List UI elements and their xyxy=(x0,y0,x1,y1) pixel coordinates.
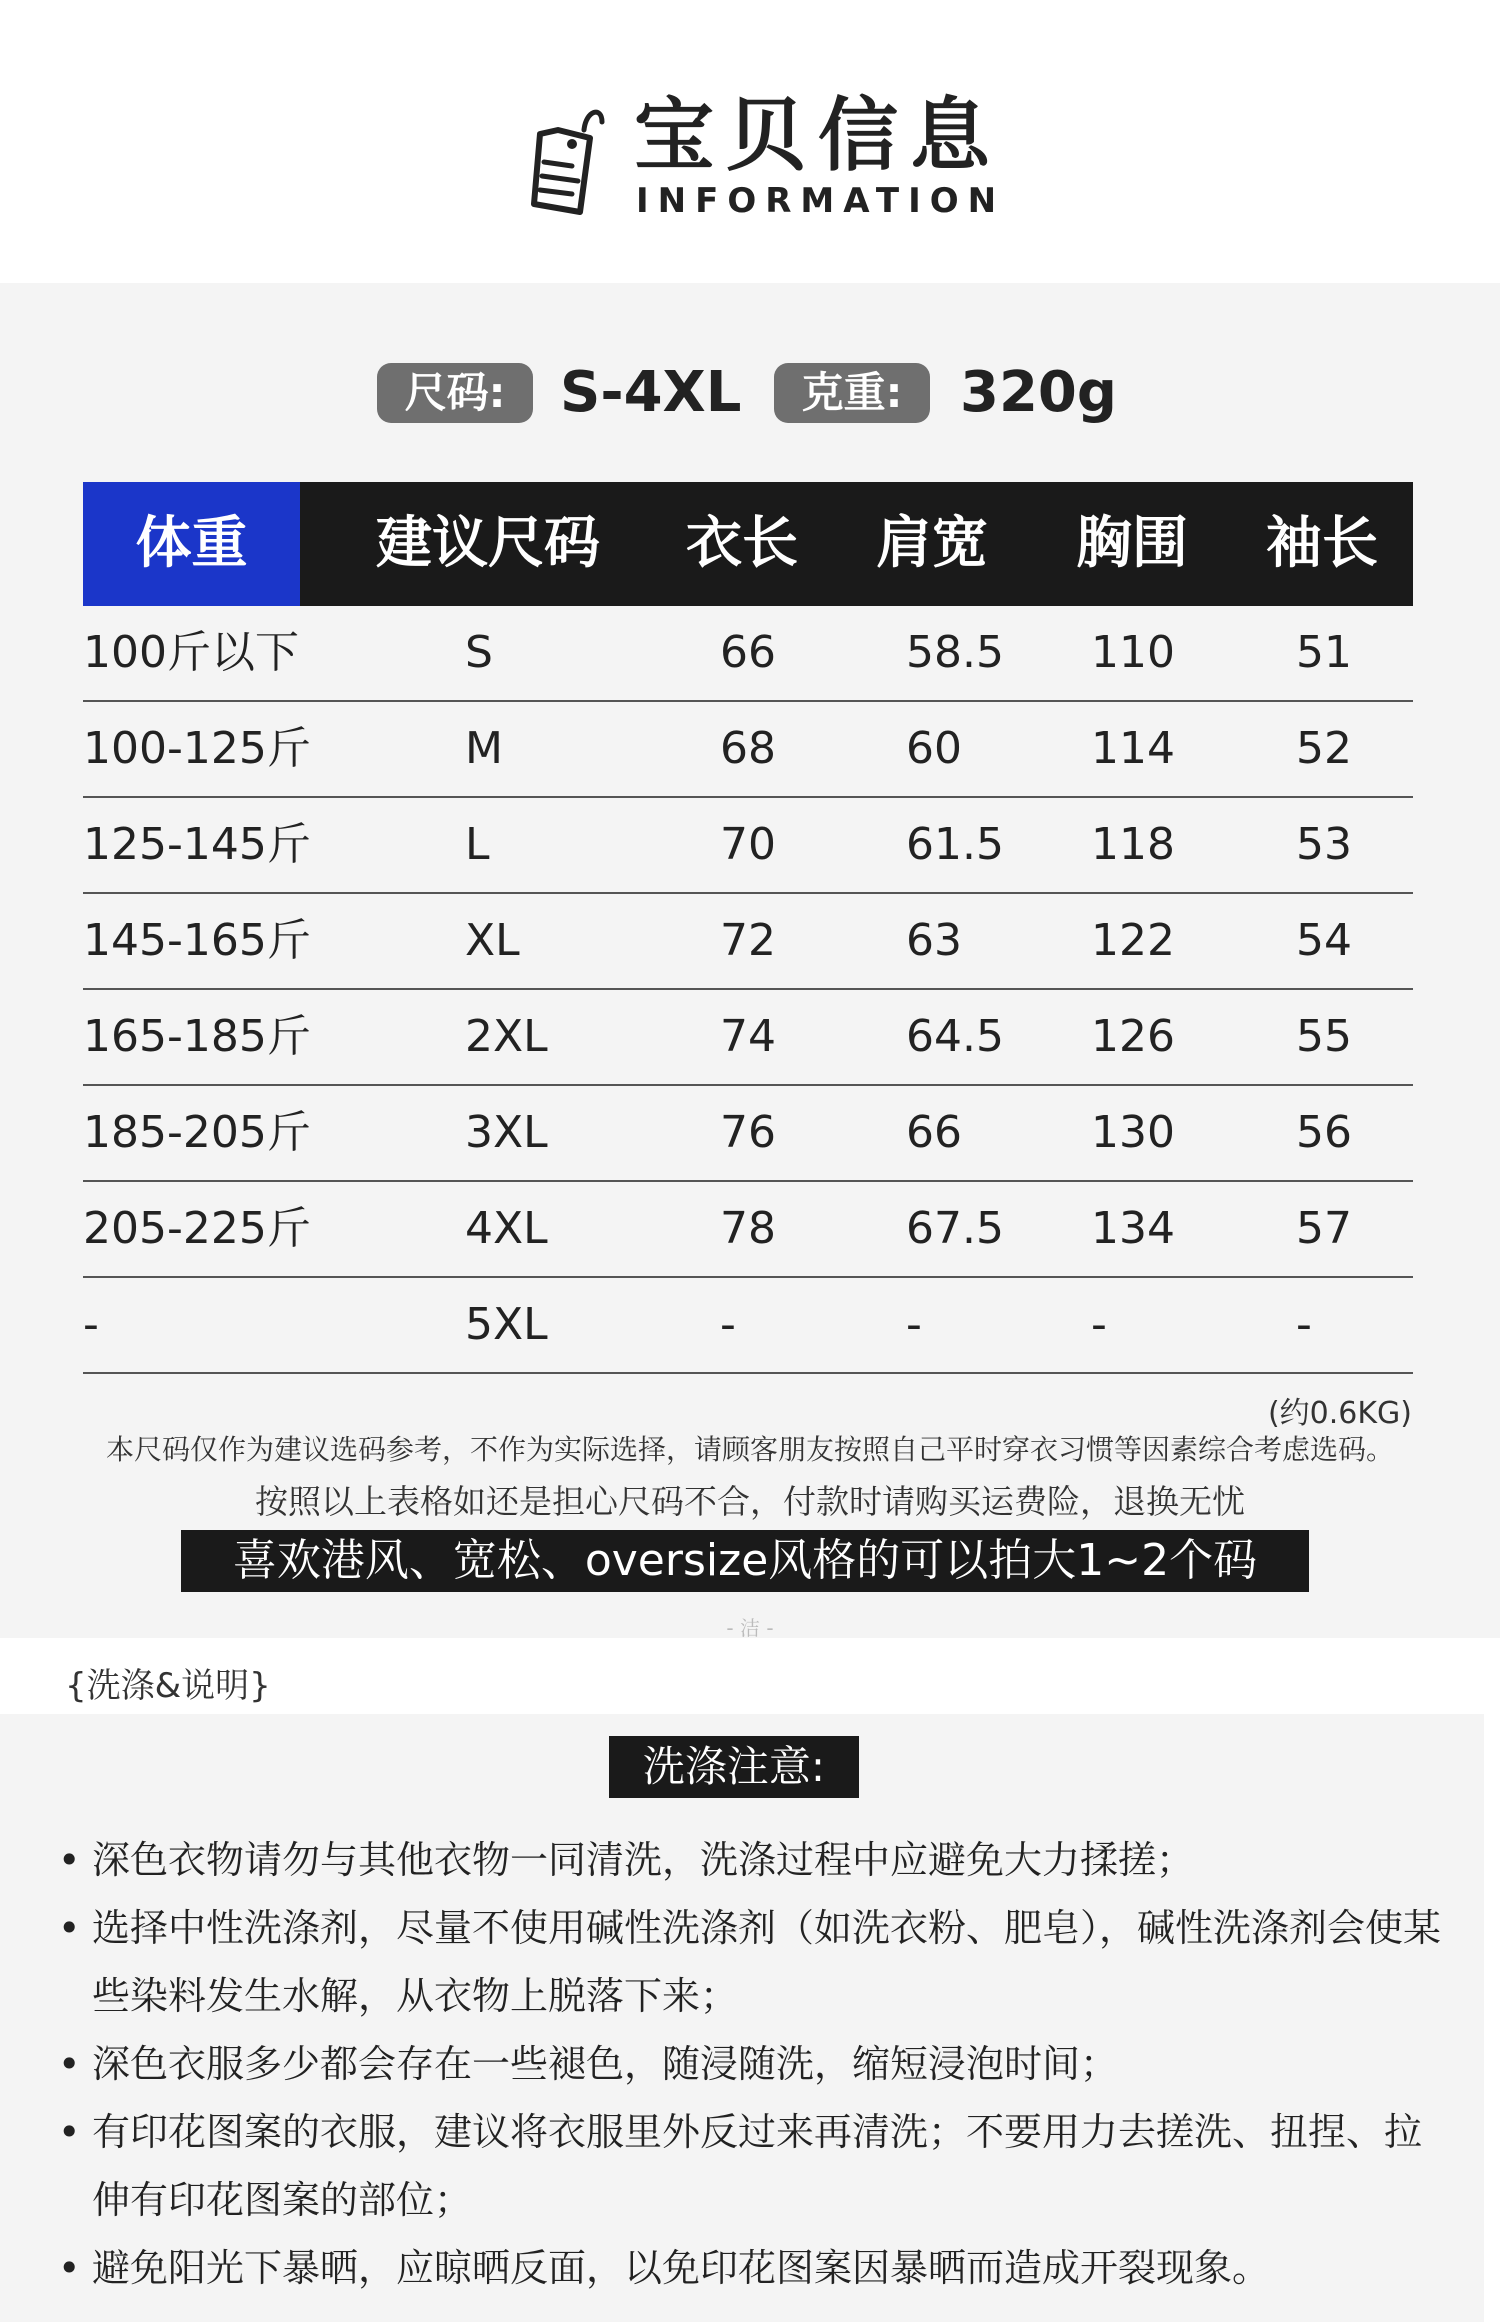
wash-section-label: {洗涤&说明} xyxy=(65,1666,271,1706)
cell-size: 2XL xyxy=(465,1011,548,1062)
list-item xyxy=(58,2098,1458,2234)
cell-shoulder: 67.5 xyxy=(906,1203,1004,1254)
wash-item-text: 深色衣服多少都会存在一些褪色，随浸随洗，缩短浸泡时间； xyxy=(92,2042,1119,2086)
cell-size: XL xyxy=(465,915,520,966)
cell-weight: 125-145斤 xyxy=(83,819,311,870)
cell-weight: 165-185斤 xyxy=(83,1011,311,1062)
cell-shoulder: 66 xyxy=(906,1107,962,1158)
table-row xyxy=(83,990,1413,1086)
table-row xyxy=(83,894,1413,990)
bullet-icon: • xyxy=(58,2042,81,2086)
cell-shoulder: 63 xyxy=(906,915,962,966)
page-title: 宝贝信息 xyxy=(634,89,1002,182)
bullet-icon: • xyxy=(58,2246,81,2290)
bullet-icon: • xyxy=(58,1838,81,1882)
cell-length: 76 xyxy=(720,1107,776,1158)
cell-length: 68 xyxy=(720,723,776,774)
price-tag-icon xyxy=(528,100,606,218)
cell-shoulder: - xyxy=(906,1299,922,1350)
size-table-body xyxy=(83,606,1413,1374)
header-suggested-size: 建议尺码 xyxy=(376,511,600,576)
cell-size: 3XL xyxy=(465,1107,548,1158)
cell-size: 5XL xyxy=(465,1299,548,1350)
cell-length: 66 xyxy=(720,627,776,678)
wash-item-text: 选择中性洗涤剂，尽量不使用碱性洗涤剂（如洗衣粉、肥皂），碱性洗涤剂会使某些染料发生水解，从衣物上脱落下来； xyxy=(92,1906,1442,2018)
cell-weight: - xyxy=(83,1299,99,1350)
cell-sleeve: 56 xyxy=(1296,1107,1352,1158)
table-row xyxy=(83,798,1413,894)
bullet-icon: • xyxy=(58,1906,81,1950)
size-label-chip: 尺码: xyxy=(377,363,533,423)
cell-chest: 114 xyxy=(1091,723,1175,774)
shipping-insurance-tip: 按照以上表格如还是担心尺码不合，付款时请购买运费险，退换无忧 xyxy=(255,1482,1245,1521)
header-length: 衣长 xyxy=(686,511,798,576)
cell-length: - xyxy=(720,1299,736,1350)
weight-note: (约0.6KG) xyxy=(1267,1396,1412,1431)
list-item xyxy=(58,2234,1458,2302)
cell-shoulder: 64.5 xyxy=(906,1011,1004,1062)
cell-weight: 100-125斤 xyxy=(83,723,311,774)
list-item xyxy=(58,2030,1458,2098)
divider-mark: - 洁 - xyxy=(726,1616,774,1640)
wash-item-text: 有印花图案的衣服，建议将衣服里外反过来再清洗；不要用力去搓洗、扭捏、拉伸有印花图案的部位； xyxy=(92,2110,1423,2222)
wash-item-text: 深色衣物请勿与其他衣物一同清洗，洗涤过程中应避免大力揉搓； xyxy=(92,1838,1195,1882)
wash-item-text: 避免阳光下暴晒，应晾晒反面，以免印花图案因暴晒而造成开裂现象。 xyxy=(92,2246,1271,2290)
cell-size: 4XL xyxy=(465,1203,548,1254)
size-range-value: S-4XL xyxy=(560,360,742,425)
cell-weight: 205-225斤 xyxy=(83,1203,311,1254)
cell-chest: 110 xyxy=(1091,627,1175,678)
cell-chest: 130 xyxy=(1091,1107,1175,1158)
fabric-weight-value: 320g xyxy=(960,360,1117,425)
cell-shoulder: 60 xyxy=(906,723,962,774)
cell-sleeve: 51 xyxy=(1296,627,1352,678)
cell-chest: 118 xyxy=(1091,819,1175,870)
cell-shoulder: 61.5 xyxy=(906,819,1004,870)
table-row xyxy=(83,1086,1413,1182)
weight-label-chip: 克重: xyxy=(774,363,930,423)
bullet-icon: • xyxy=(58,2110,81,2154)
cell-length: 70 xyxy=(720,819,776,870)
cell-chest: 126 xyxy=(1091,1011,1175,1062)
header-shoulder: 肩宽 xyxy=(876,511,988,576)
page-header xyxy=(0,0,1500,283)
cell-size: M xyxy=(465,723,503,774)
list-item xyxy=(58,1894,1458,2030)
cell-sleeve: 53 xyxy=(1296,819,1352,870)
cell-shoulder: 58.5 xyxy=(906,627,1004,678)
page-subtitle: INFORMATION xyxy=(636,181,1006,221)
cell-weight: 100斤以下 xyxy=(83,627,299,678)
cell-size: S xyxy=(465,627,493,678)
cell-length: 74 xyxy=(720,1011,776,1062)
cell-sleeve: 52 xyxy=(1296,723,1352,774)
wash-title: 洗涤注意: xyxy=(609,1736,859,1798)
cell-weight: 145-165斤 xyxy=(83,915,311,966)
cell-sleeve: 55 xyxy=(1296,1011,1352,1062)
list-item xyxy=(58,1826,1458,1894)
header-chest: 胸围 xyxy=(1076,511,1188,576)
wash-instructions-list xyxy=(58,1826,1458,2302)
header-weight: 体重 xyxy=(83,482,300,606)
cell-sleeve: 57 xyxy=(1296,1203,1352,1254)
table-row xyxy=(83,702,1413,798)
table-row xyxy=(83,606,1413,702)
oversize-tip-banner: 喜欢港风、宽松、oversize风格的可以拍大1~2个码 xyxy=(181,1530,1309,1592)
cell-size: L xyxy=(465,819,490,870)
cell-chest: 122 xyxy=(1091,915,1175,966)
table-row xyxy=(83,1182,1413,1278)
cell-weight: 185-205斤 xyxy=(83,1107,311,1158)
cell-chest: 134 xyxy=(1091,1203,1175,1254)
cell-length: 72 xyxy=(720,915,776,966)
cell-chest: - xyxy=(1091,1299,1107,1350)
cell-sleeve: 54 xyxy=(1296,915,1352,966)
table-row xyxy=(83,1278,1413,1374)
size-table-header xyxy=(83,482,1413,606)
size-disclaimer: 本尺码仅作为建议选码参考，不作为实际选择，请顾客朋友按照自己平时穿衣习惯等因素综合考虑选码。 xyxy=(105,1433,1394,1466)
cell-length: 78 xyxy=(720,1203,776,1254)
header-sleeve: 袖长 xyxy=(1266,511,1378,576)
cell-sleeve: - xyxy=(1296,1299,1312,1350)
